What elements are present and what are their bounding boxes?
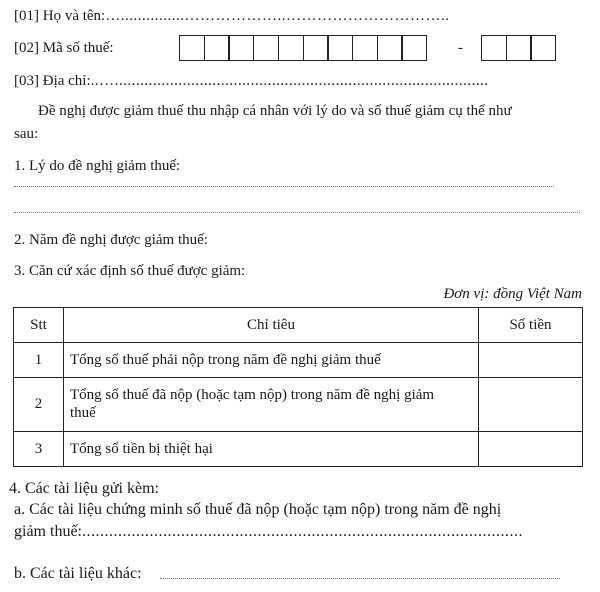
section-2-title: 2. Năm đề nghị được giảm thuế: — [14, 232, 208, 248]
attachment-a-line-2: giảm thuế: — [14, 523, 82, 540]
tax-code-box[interactable] — [303, 35, 329, 61]
tax-code-box[interactable] — [352, 35, 378, 61]
tax-code-box[interactable] — [401, 35, 427, 61]
intro-line-1: Đề nghị được giảm thuế thu nhập cá nhân với lý do và số thuế giảm cụ thể như — [38, 103, 512, 119]
reason-line-1[interactable] — [14, 186, 554, 187]
name-dots: …...............………………..………………………….. — [105, 8, 450, 24]
row-stt: 3 — [14, 432, 64, 467]
tax-code-box[interactable] — [327, 35, 353, 61]
tax-code-box[interactable] — [278, 35, 304, 61]
tax-code-box[interactable] — [530, 35, 556, 61]
row-so-tien-cell[interactable] — [479, 378, 583, 432]
tax-code-label: [02] Mã số thuế: — [14, 40, 114, 56]
tax-code-box[interactable] — [179, 35, 205, 61]
attachment-b-label: b. Các tài liệu khác: — [14, 565, 142, 582]
row-so-tien-cell[interactable] — [479, 343, 583, 378]
reason-line-2[interactable] — [14, 212, 580, 213]
section-3-title: 3. Căn cứ xác định số thuế được giảm: — [14, 263, 246, 279]
row-chi-tieu — [64, 378, 479, 432]
row-chi-tieu-line-2: thuế — [70, 404, 96, 421]
tax-code-boxes-suffix[interactable] — [481, 35, 556, 61]
header-chi-tieu: Chỉ tiêu — [64, 308, 479, 343]
row-stt: 2 — [14, 378, 64, 432]
name-label: [01] Họ và tên: — [14, 8, 106, 24]
header-so-tien: Số tiền — [479, 308, 583, 343]
attachment-b-line[interactable] — [160, 578, 560, 579]
section-1-title: 1. Lý do đề nghị giảm thuế: — [14, 158, 181, 174]
table-row — [14, 432, 583, 467]
attachment-a-field[interactable] — [14, 523, 523, 541]
row-chi-tieu: Tổng số tiền bị thiệt hại — [64, 432, 479, 467]
address-dots: ..…........................................................................................ — [90, 73, 489, 89]
address-field[interactable] — [14, 73, 489, 90]
table-header-row — [14, 308, 583, 343]
row-stt: 1 — [14, 343, 64, 378]
tax-code-box[interactable] — [377, 35, 403, 61]
name-field[interactable] — [14, 8, 449, 25]
table-row — [14, 343, 583, 378]
attachment-a-line-1: a. Các tài liệu chứng minh số thuế đã nộp (hoặc tạm nộp) trong năm đề nghị — [14, 501, 502, 518]
tax-code-boxes-main[interactable] — [179, 35, 427, 61]
address-label: [03] Địa chỉ: — [14, 73, 91, 89]
table-row — [14, 378, 583, 432]
tax-code-box[interactable] — [506, 35, 532, 61]
tax-code-separator: - — [458, 40, 463, 56]
section-4-title: 4. Các tài liệu gửi kèm: — [9, 480, 159, 497]
tax-code-box[interactable] — [253, 35, 279, 61]
intro-line-2: sau: — [14, 126, 39, 142]
tax-code-box[interactable] — [481, 35, 507, 61]
row-so-tien-cell[interactable] — [479, 432, 583, 467]
row-chi-tieu-line-1: Tổng số thuế đã nộp (hoặc tạm nộp) trong năm đề nghị giảm — [70, 387, 435, 404]
attachment-a-dots: .................................................................................................. — [81, 523, 523, 540]
tax-code-box[interactable] — [204, 35, 230, 61]
header-stt: Stt — [14, 308, 64, 343]
tax-reduction-table — [13, 307, 583, 467]
row-chi-tieu: Tổng số thuế phải nộp trong năm đề nghị giảm thuế — [64, 343, 479, 378]
tax-code-box[interactable] — [228, 35, 254, 61]
unit-note: Đơn vị: đồng Việt Nam — [443, 286, 582, 302]
